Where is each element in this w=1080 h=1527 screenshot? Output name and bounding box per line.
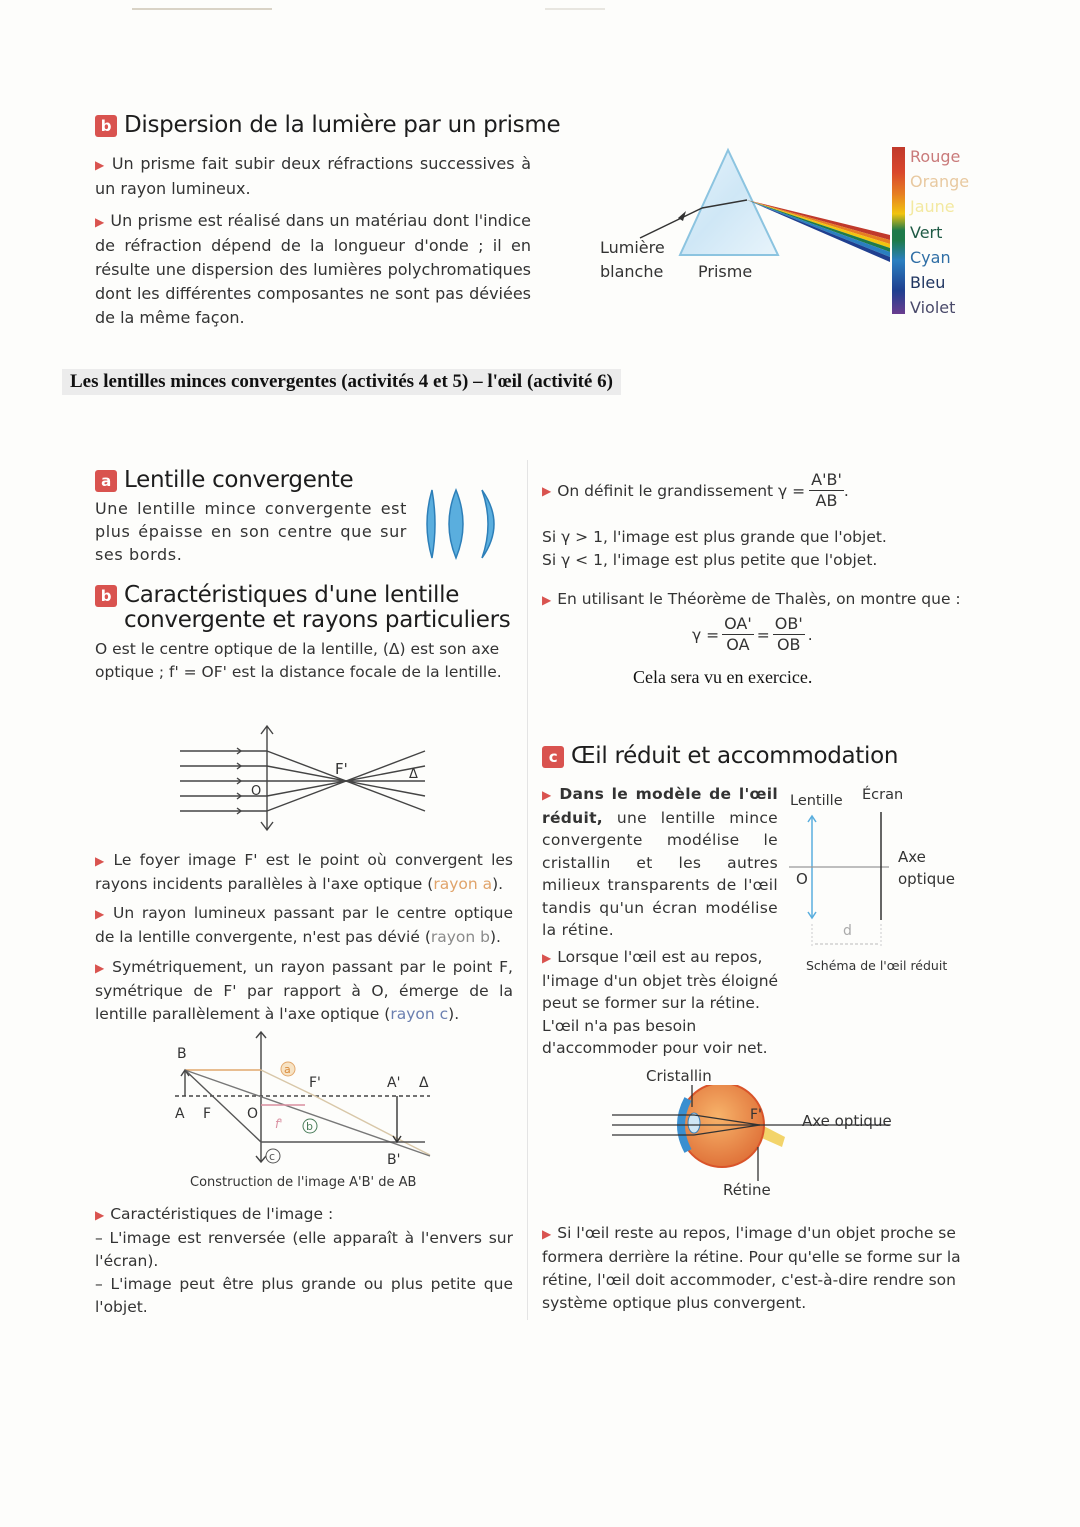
spectrum-bar bbox=[892, 147, 905, 314]
section-badge: b bbox=[95, 585, 117, 607]
accommodation-bullet: ▶ Si l'œil reste au repos, l'image d'un objet proche se formera derrière la rétine. Pour qu'elle se forme sur la rétine, l'œil doit accommoder, c'est-à-dire rendre son système optique plus convergent. bbox=[542, 1224, 961, 1312]
lens-description: Une lentille mince convergente est plus épaisse en son centre que sur ses bords. bbox=[95, 499, 407, 564]
image-construction-diagram bbox=[165, 1030, 440, 1170]
section-title-lens: a Lentille convergente bbox=[95, 468, 353, 493]
ray-c-bullet: ▶ Symétriquement, un rayon passant par le point F, symétrique de F' par rapport à O, émerge de la lentille parallèlement à l'axe optique (rayon c). bbox=[95, 958, 513, 1023]
svg-text:d: d bbox=[843, 923, 852, 939]
section-badge: c bbox=[542, 746, 564, 768]
image-characteristics: ▶ Caractéristiques de l'image : – L'image est renversée (elle apparaît à l'envers sur l'écran). – L'image peut être plus grande ou plus petite que l'objet. bbox=[95, 1205, 513, 1316]
bullet-icon: ▶ bbox=[542, 1227, 552, 1241]
spectrum-labels: Rouge Orange Jaune Vert Cyan Bleu Violet bbox=[910, 147, 970, 318]
characteristics-description: O est le centre optique de la lentille, (Δ) est son axe optique ; f' = OF' est la distance focale de la lentille. bbox=[95, 640, 502, 681]
prism-bullet-1: ▶ Un prisme fait subir deux réfractions successives à un rayon lumineux. bbox=[95, 154, 532, 198]
svg-text:F': F' bbox=[309, 1075, 321, 1091]
bullet-icon: ▶ bbox=[95, 215, 105, 229]
bullet-icon: ▶ bbox=[95, 961, 107, 975]
prism-diagram bbox=[590, 140, 900, 320]
svg-text:B: B bbox=[177, 1046, 187, 1062]
exercise-note: Cela sera vu en exercice. bbox=[633, 667, 813, 687]
svg-text:F: F bbox=[203, 1106, 212, 1122]
svg-text:c: c bbox=[269, 1150, 276, 1163]
schema-lens-label: Lentille bbox=[790, 793, 843, 809]
svg-text:O: O bbox=[251, 784, 262, 799]
reduced-eye-bullet: ▶ Dans le modèle de l'œil réduit, une lentille mince convergente modélise le cristallin et les autres milieux transparents de l'œil tandis qu'un écran modélise la rétine. bbox=[542, 785, 779, 939]
svg-text:Δ: Δ bbox=[409, 767, 418, 782]
schema-screen-label: Écran bbox=[862, 787, 904, 803]
section-title-eye: c Œil réduit et accommodation bbox=[542, 744, 898, 769]
bullet-icon: ▶ bbox=[542, 483, 552, 498]
ray-a-bullet: ▶ Le foyer image F' est le point où convergent les rayons incidents parallèles à l'axe optique (rayon a). bbox=[95, 851, 513, 893]
bullet-icon: ▶ bbox=[542, 593, 552, 607]
section-title-characteristics: b Caractéristiques d'une lentille convergente et rayons particuliers bbox=[95, 583, 510, 633]
svg-text:a: a bbox=[284, 1063, 291, 1076]
eye-diagram bbox=[610, 1085, 900, 1185]
bullet-icon: ▶ bbox=[95, 854, 108, 868]
svg-text:Δ: Δ bbox=[419, 1075, 429, 1091]
section-badge: b bbox=[95, 115, 117, 137]
svg-text:f': f' bbox=[275, 1117, 283, 1131]
lens-shapes-icon bbox=[418, 488, 508, 560]
bullet-icon: ▶ bbox=[95, 1208, 105, 1222]
chapter-heading: Les lentilles minces convergentes (activités 4 et 5) – l'œil (activité 6) bbox=[62, 369, 621, 395]
column-divider bbox=[527, 460, 528, 1320]
ray-b-bullet: ▶ Un rayon lumineux passant par le centre optique de la lentille convergente, n'est pas dévié (rayon b). bbox=[95, 904, 513, 946]
svg-text:F': F' bbox=[750, 1107, 762, 1123]
svg-text:F': F' bbox=[335, 760, 348, 778]
converging-rays-diagram bbox=[175, 722, 435, 837]
thales-formula: γ = $\frac{OA'}{OA}$ = $\frac{OB'}{OB}$ . bbox=[692, 614, 813, 654]
bullet-icon: ▶ bbox=[542, 788, 554, 802]
magnification-fraction: $\frac{A'B'}{AB}$ bbox=[811, 470, 842, 510]
magnification-definition: ▶ On définit le grandissement γ = $\frac{A'B'}{AB}$ . bbox=[542, 470, 849, 510]
crystalline-label: Cristallin bbox=[646, 1067, 712, 1085]
top-rule-right bbox=[545, 8, 605, 10]
bullet-icon: ▶ bbox=[95, 158, 106, 172]
prism-label: Prisme bbox=[698, 262, 753, 281]
svg-text:b: b bbox=[306, 1120, 313, 1133]
bullet-icon: ▶ bbox=[542, 951, 552, 965]
section-title-prism: b Dispersion de la lumière par un prisme bbox=[95, 113, 560, 138]
top-rule-left bbox=[132, 8, 272, 10]
section-badge: a bbox=[95, 470, 117, 492]
schema-axis-label: Axe optique bbox=[898, 848, 956, 888]
optical-axis-label: Axe optique bbox=[802, 1112, 892, 1130]
retina-label: Rétine bbox=[723, 1181, 771, 1199]
bullet-icon: ▶ bbox=[95, 907, 107, 921]
thales-bullet: ▶ En utilisant le Théorème de Thalès, on montre que : bbox=[542, 590, 961, 608]
eye-at-rest-bullet: ▶ Lorsque l'œil est au repos, l'image d'un objet très éloigné peut se former sur la rétine. L'œil n'a pas besoin d'accommoder pour voir net. bbox=[542, 948, 779, 1057]
schema-center-label: O bbox=[796, 870, 808, 888]
white-light-label: Lumière blanche bbox=[600, 238, 665, 281]
construction-caption: Construction de l'image A'B' de AB bbox=[190, 1175, 417, 1190]
svg-text:A': A' bbox=[387, 1075, 401, 1091]
schema-caption: Schéma de l'œil réduit bbox=[806, 958, 948, 973]
prism-bullet-2: ▶ Un prisme est réalisé dans un matériau dont l'indice de réfraction dépend de la longueur d'onde ; il en résulte une dispersion des lumières polychromatiques dont les différentes composantes ne sont pas déviées de la même façon. bbox=[95, 211, 532, 327]
svg-text:A: A bbox=[175, 1106, 185, 1122]
svg-text:B': B' bbox=[387, 1152, 401, 1168]
magnification-conditions: Si γ > 1, l'image est plus grande que l'objet. Si γ < 1, l'image est plus petite que l'objet. bbox=[542, 528, 887, 569]
svg-text:O: O bbox=[247, 1106, 259, 1122]
